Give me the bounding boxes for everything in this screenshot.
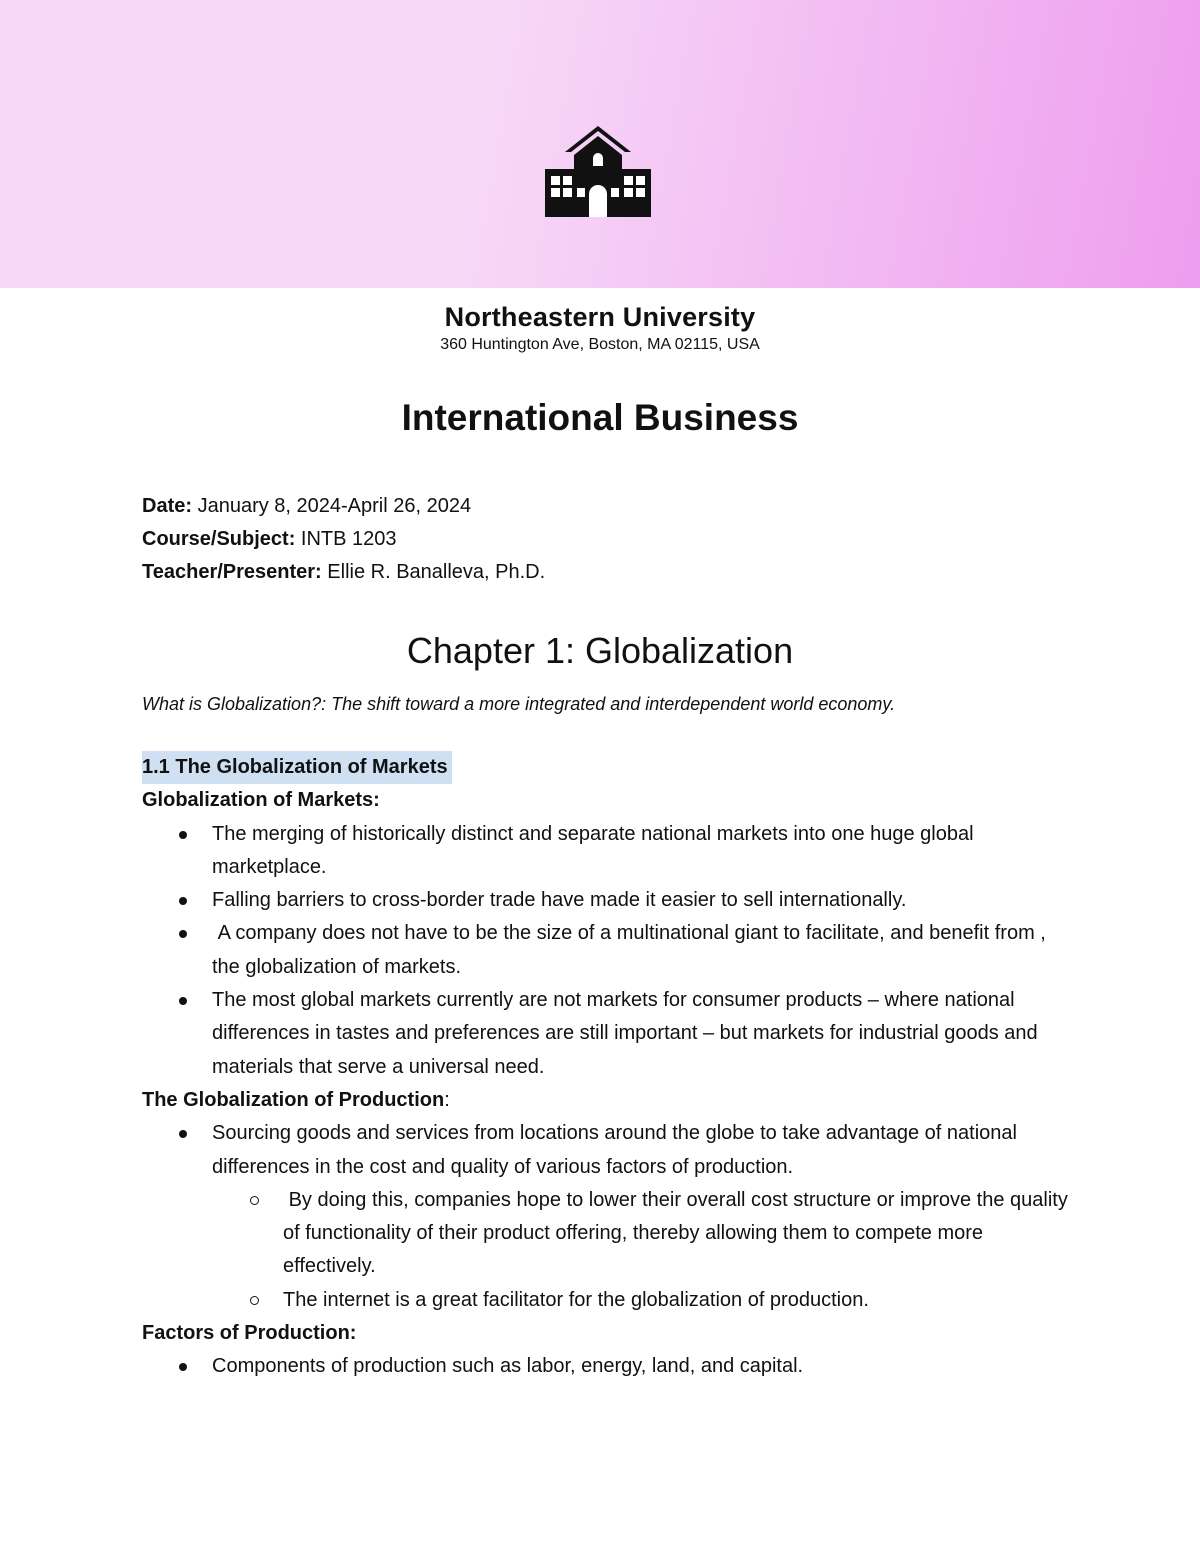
production-heading-suffix: : <box>444 1088 450 1111</box>
meta-date-label: Date: <box>142 495 193 517</box>
list-item-text: A company does not have to be the size of a multinational giant to facilitate, and benefit from , the globalization of markets. <box>212 922 1052 978</box>
page-title: International Business <box>401 397 799 438</box>
meta-course-value: INTB 1203 <box>300 528 397 550</box>
list-item <box>212 1350 1072 1383</box>
production-heading: The Globalization of Production <box>142 1088 445 1111</box>
list-item <box>212 984 1072 1084</box>
list-item <box>212 884 1072 917</box>
sublist-item-text: The internet is a great facilitator for the globalization of production. <box>283 1288 869 1311</box>
markets-list <box>142 818 1072 1084</box>
org-header <box>0 298 1200 356</box>
list-item-text: The merging of historically distinct and separate national markets into one huge global marketplace. <box>212 822 974 878</box>
hollow-bullet-icon <box>250 1196 259 1205</box>
section-content <box>142 751 1072 1384</box>
meta-teacher-value: Ellie R. Banalleva, Ph.D. <box>327 561 546 583</box>
chapter-definition: What is Globalization?: The shift toward a more integrated and interdependent world economy. <box>142 694 896 714</box>
header-banner <box>0 0 1200 288</box>
bullet-icon <box>179 897 187 905</box>
factors-heading: Factors of Production: <box>142 1322 357 1345</box>
section-heading: 1.1 The Globalization of Markets <box>142 751 452 784</box>
factors-list <box>142 1350 1072 1383</box>
meta-date-value: January 8, 2024-April 26, 2024 <box>197 495 472 517</box>
hollow-bullet-icon <box>250 1296 259 1305</box>
meta-course-label: Course/Subject: <box>142 528 296 550</box>
bullet-icon <box>179 1363 187 1371</box>
bullet-icon <box>179 930 187 938</box>
sublist-item-text: By doing this, companies hope to lower their overall cost structure or improve the quality of functionality of their product offering, thereby allowing them to compete more effectively. <box>283 1188 1074 1278</box>
list-item-text: Components of production such as labor, energy, land, and capital. <box>212 1355 804 1378</box>
list-item <box>212 818 1072 885</box>
list-item-text: Sourcing goods and services from locations around the globe to take advantage of national differences in the cost and quality of various factors of production. <box>212 1122 1017 1178</box>
bullet-icon <box>179 997 187 1005</box>
org-address: 360 Huntington Ave, Boston, MA 02115, USA <box>440 336 760 353</box>
markets-heading: Globalization of Markets: <box>142 789 380 812</box>
meta-course <box>142 523 545 556</box>
sublist-item <box>283 1184 1072 1284</box>
list-item <box>212 1117 1072 1317</box>
school-building-icon <box>543 124 653 219</box>
meta-teacher-label: Teacher/Presenter: <box>142 561 322 583</box>
production-sublist <box>212 1184 1072 1317</box>
bullet-icon <box>179 831 187 839</box>
bullet-icon <box>179 1130 187 1138</box>
meta-date <box>142 490 545 523</box>
org-name: Northeastern University <box>444 302 756 332</box>
production-heading-line <box>142 1084 1072 1117</box>
chapter-title: Chapter 1: Globalization <box>406 630 794 671</box>
list-item-text: Falling barriers to cross-border trade have made it easier to sell internationally. <box>212 889 907 912</box>
production-list <box>142 1117 1072 1317</box>
sublist-item <box>283 1284 1072 1317</box>
list-item <box>212 917 1072 984</box>
course-meta <box>142 490 545 589</box>
list-item-text: The most global markets currently are not markets for consumer products – where national differences in tastes and preferences are still important – but markets for industrial goods and materials that serve a universal need. <box>212 989 1038 1078</box>
meta-teacher <box>142 556 545 589</box>
